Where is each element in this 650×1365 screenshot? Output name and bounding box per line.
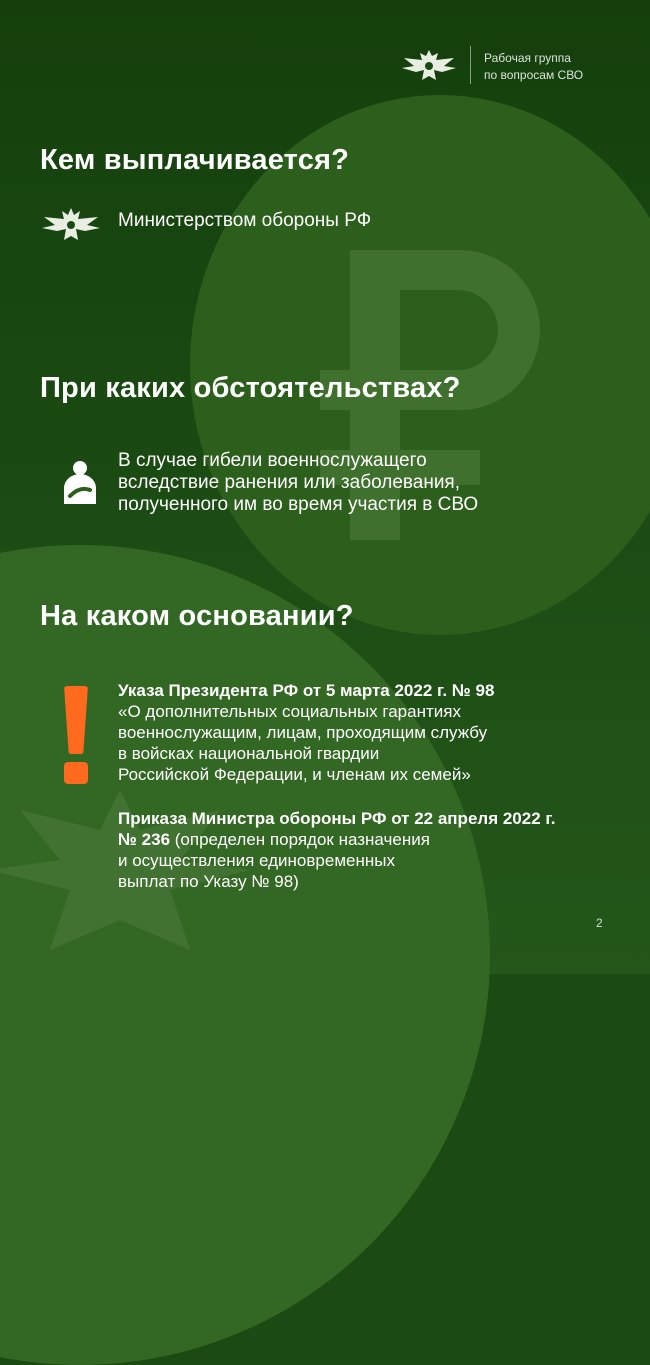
header-org-name [484, 50, 634, 84]
order-title: Приказа Министра обороны РФ от 22 апреля 2022 г. [118, 809, 556, 828]
section-title-when: При каких обстоятельствах? [40, 372, 461, 404]
eagle-emblem-icon [400, 46, 458, 84]
eagle-emblem-icon [40, 206, 102, 242]
page-number: 2 [596, 916, 603, 930]
payer-text: Министерством обороны РФ [118, 210, 372, 231]
order-text: (определен порядок назначения [170, 830, 430, 849]
order-line: выплат по Указу № 98) [118, 872, 299, 891]
header-divider [470, 46, 471, 84]
header-line-1: Рабочая группа [484, 51, 571, 65]
circumstances-line: полученного им во время участия в СВО [118, 494, 479, 515]
order-number: № 236 [118, 830, 171, 849]
decree-line: в войсках национальной гвардии [118, 744, 380, 763]
section-title-basis: На каком основании? [40, 600, 354, 632]
decree-line: «О дополнительных социальных гарантиях [118, 702, 461, 721]
section-title-who: Кем выплачивается? [40, 144, 350, 176]
header-line-2: по вопросам СВО [484, 68, 584, 82]
order-line-first [118, 829, 628, 850]
circumstances-line: В случае гибели военнослужащего [118, 450, 427, 471]
person-with-injury-icon [60, 460, 100, 504]
basis-item-order [118, 808, 628, 892]
basis-item-decree [118, 680, 628, 785]
decree-line: военнослужащим, лицам, проходящим службу [118, 723, 488, 742]
circumstances-line: вследствие ранения или заболевания, [118, 472, 460, 493]
decree-line: Российской Федерации, и членам их семей» [118, 765, 471, 784]
circumstances-text [118, 450, 628, 516]
exclamation-icon [58, 686, 94, 786]
order-line: и осуществления единовременных [118, 851, 395, 870]
decree-title: Указа Президента РФ от 5 марта 2022 г. № 98 [118, 681, 495, 700]
